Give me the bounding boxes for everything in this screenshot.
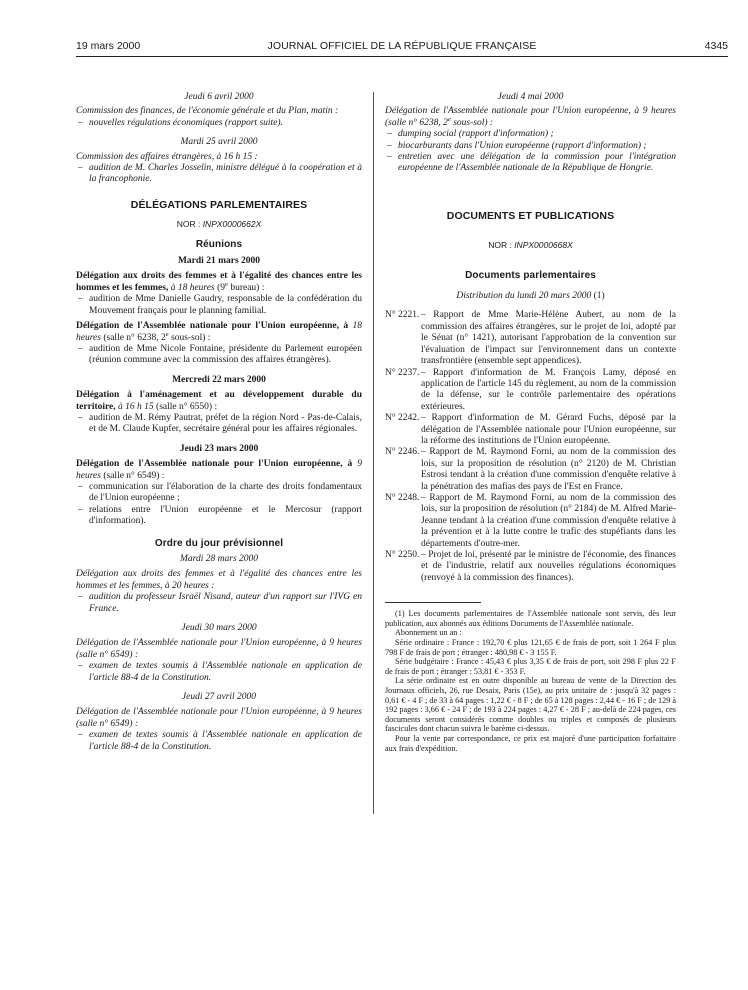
meeting-room: (salle n° 6550) :: [156, 401, 218, 412]
meeting-items: [76, 344, 362, 367]
document-number: N° 2250.: [385, 550, 420, 560]
meeting-items: [76, 482, 362, 528]
agenda-title: [385, 106, 676, 129]
document-list: [385, 310, 676, 584]
meeting-time: 18 heures: [76, 321, 362, 343]
agenda-items: [76, 730, 362, 753]
document-number: N° 2221.: [385, 310, 420, 321]
agenda-item: – dumping social (rapport d'information) ;: [385, 129, 676, 140]
document-item: [385, 368, 676, 414]
meeting-room: (salle n° 6549) :: [103, 470, 165, 481]
document-number: N° 2242.: [385, 413, 420, 424]
superscript: e: [165, 330, 169, 338]
header-date: 19 mars 2000: [76, 40, 141, 52]
meeting-time: à 16 h 15: [118, 401, 154, 412]
agenda-item: – biocarburants dans l'Union européenne (rapport d'information) ;: [385, 141, 676, 152]
document-item: [385, 493, 676, 550]
meeting-item: – communication sur l'élaboration de la charte des droits fondamentaux de l'Union européenne ;: [76, 482, 362, 505]
agenda-items: [76, 592, 362, 615]
subheading-ordre-du-jour: Ordre du jour prévisionnel: [154, 537, 284, 549]
agenda-title: Délégation de l'Assemblée nationale pour l'Union européenne, à 9 heures (salle n° 6549) :: [76, 707, 362, 729]
delegation-name: Délégation aux droits des femmes et à l'égalité des chances entre les hommes et les femmes,: [76, 271, 362, 293]
agenda-block: [76, 554, 362, 615]
nor-reference: [385, 240, 676, 251]
agenda-block: [385, 92, 676, 175]
section-heading-delegations: DÉLÉGATIONS PARLEMENTAIRES: [130, 198, 308, 211]
agenda-title: Délégation de l'Assemblée nationale pour l'Union européenne, à 9 heures (salle n° 6549) :: [76, 638, 362, 660]
agenda-items: [76, 661, 362, 684]
agenda-item: – entretien avec une délégation de la commission pour l'intégration européenne de l'Assemblée nationale de la République de Hongrie.: [385, 152, 676, 175]
meeting-items: [76, 413, 362, 436]
header-rule: [76, 56, 728, 57]
agenda-date: Mardi 28 mars 2000: [179, 554, 259, 564]
meeting-room: (9: [217, 282, 225, 293]
document-text: – Rapport de M. Raymond Forni, au nom de la commission des lois, sur la proposition de résolution (n° 2184) de M. Alfred Marie-Jeanne tendant à la création d'une commission d'enquête relative à la prévention et à la lutte contre le trafic des stupéfiants dans les départements d'outre-mer.: [421, 492, 676, 549]
document-text: – Rapport d'information de M. François Lamy, déposé en application de l'article 145 du règlement, au nom de la commission de la défense, sur le contrôle parlementaire des opérations extérieures.: [421, 367, 676, 412]
document-number: N° 2237.: [385, 367, 420, 378]
page-number: 4345: [704, 40, 728, 52]
agenda-date: Jeudi 6 avril 2000: [184, 92, 254, 102]
document-item: [385, 413, 676, 447]
meeting-entry: [76, 390, 362, 413]
meeting-room: bureau) :: [230, 282, 265, 293]
footnote: [385, 609, 676, 753]
delegation-name: Délégation de l'Assemblée nationale pour l'Union européenne, à: [76, 321, 349, 332]
nor-code: INPX0000668X: [514, 240, 573, 251]
agenda-title-text: sous-sol) :: [453, 117, 494, 128]
nor-code: INPX0000662X: [202, 219, 262, 230]
footnote-paragraph: (1) Les documents parlementaires de l'Assemblée nationale sont servis, dès leur publication, aux abonnés aux éditions Documents de l'Assemblée nationale.: [385, 609, 676, 628]
agenda-block: [76, 137, 362, 186]
page-header: [76, 40, 728, 56]
document-item: [385, 550, 676, 584]
document-item: [385, 310, 676, 367]
agenda-title: Commission des affaires étrangères, à 16 h 15 :: [76, 151, 258, 162]
meeting-item: – audition de M. Rémy Pautrat, préfet de la région Nord - Pas-de-Calais, et de M. Claude Kupfer, secrétaire général pour les affaires régionales.: [76, 413, 362, 436]
agenda-item: – nouvelles régulations économiques (rapport suite).: [76, 118, 362, 129]
document-text: – Rapport de M. Raymond Forni, au nom de la commission des lois, sur la proposition de résolution (n° 2120) de M. Christian Estrosi tendant à la création d'une commission d'enquête relative à la pénétration des mafias des pays de l'Est en France.: [421, 447, 676, 492]
nor-reference: [76, 219, 362, 230]
nor-label: NOR :: [488, 240, 512, 251]
meeting-room: (salle n° 6238, 2: [103, 332, 166, 343]
document-text: – Rapport d'information de M. Gérard Fuchs, déposé par la délégation de l'Assemblée nationale pour l'Union européenne, sur la réforme des institutions de l'Union européenne.: [421, 413, 676, 446]
subheading-documents-parlementaires: Documents parlementaires: [465, 269, 596, 281]
agenda-date: Jeudi 27 avril 2000: [181, 692, 257, 703]
agenda-items: [76, 118, 362, 129]
superscript: e: [224, 280, 228, 288]
agenda-items: [385, 129, 676, 175]
meeting-item: – audition de Mme Nicole Fontaine, présidente du Parlement européen (réunion commune avec la commission des affaires étrangères).: [76, 344, 362, 367]
meeting-entry: [76, 271, 362, 294]
meeting-time: à 18 heures: [170, 282, 215, 293]
column-divider: [373, 92, 374, 814]
journal-title: JOURNAL OFFICIEL DE LA RÉPUBLIQUE FRANÇAISE: [267, 40, 537, 52]
agenda-title: Délégation aux droits des femmes et à l'égalité des chances entre les hommes et les femmes, à 20 heures :: [76, 569, 362, 591]
document-text: – Projet de loi, présenté par le ministre de l'économie, des finances et de l'industrie, relatif aux nouvelles régulations économiques (renvoyé à la commission des finances).: [421, 550, 676, 583]
agenda-items: [76, 163, 362, 186]
distribution-date: Distribution du lundi 20 mars 2000: [456, 291, 592, 302]
agenda-date: Mardi 25 avril 2000: [180, 137, 258, 148]
footnote-paragraph: Abonnement un an :: [395, 628, 462, 638]
agenda-title-text: Délégation de l'Assemblée nationale pour l'Union européenne, à 9 heures (salle n° 6238, 2: [385, 106, 676, 128]
meeting-date: Mardi 21 mars 2000: [177, 256, 261, 267]
agenda-block: [76, 92, 362, 129]
meeting-room: sous-sol) :: [171, 332, 211, 343]
meeting-entry: [76, 321, 362, 344]
document-item: [385, 447, 676, 493]
right-column: [385, 92, 676, 753]
delegation-name: Délégation à l'aménagement et au développement durable du territoire,: [76, 390, 362, 412]
left-column: [76, 92, 362, 753]
agenda-title: Commission des finances, de l'économie générale et du Plan, matin :: [76, 106, 339, 117]
footnote-paragraph: Série ordinaire : France : 192,70 € plus 121,65 € de frais de port, soit 1 264 F plus 798 F de frais de port ; étranger : 480,98 € - 3 155 F.: [385, 638, 676, 657]
section-heading-documents: DOCUMENTS ET PUBLICATIONS: [446, 209, 615, 222]
footnote-ref: (1): [593, 291, 605, 302]
document-number: N° 2246.: [385, 447, 420, 458]
agenda-item: – audition du professeur Israël Nisand, auteur d'un rapport sur l'IVG en France.: [76, 592, 362, 615]
meeting-item: – audition de Mme Danielle Gaudry, responsable de la confédération du Mouvement français pour le planning familial.: [76, 294, 362, 317]
footnote-paragraph: Série budgétaire : France : 45,43 € plus 3,35 € de frais de port, soit 298 F plus 22 F de frais de port ; étranger : 53,81 € - 353 F.: [385, 657, 676, 676]
meeting-entry: [76, 459, 362, 482]
meeting-time: 9 heures: [76, 459, 362, 481]
distribution-line: [385, 291, 676, 302]
footnote-rule: [385, 602, 481, 603]
subheading-reunions: Réunions: [195, 238, 243, 250]
agenda-item: – audition de M. Charles Josselin, ministre délégué à la coopération et à la francophonie.: [76, 163, 362, 186]
document-number: N° 2248.: [385, 492, 420, 503]
meeting-date: Jeudi 23 mars 2000: [179, 443, 259, 454]
footnote-paragraph: Pour la vente par correspondance, ce prix est majoré d'une participation forfaitaire aux frais d'expédition.: [385, 733, 676, 753]
agenda-date: Jeudi 30 mars 2000: [181, 623, 257, 634]
agenda-block: [76, 692, 362, 753]
superscript: e: [447, 115, 451, 123]
agenda-item: – examen de textes soumis à l'Assemblée nationale en application de l'article 88-4 de la Constitution.: [76, 661, 362, 684]
agenda-block: [76, 623, 362, 684]
delegation-name: Délégation de l'Assemblée nationale pour l'Union européenne, à: [76, 459, 353, 470]
meeting-items: [76, 294, 362, 317]
meeting-date: Mercredi 22 mars 2000: [172, 374, 266, 385]
nor-label: NOR :: [176, 219, 201, 230]
footnote-paragraph: La série ordinaire est en outre disponible au bureau de vente de la Direction des Journaux officiels, 26, rue Desaix, Paris (15e), au prix unitaire de : jusqu'à 32 pages : 0,61 € - 4 F ; de 33 à 64 pages : 1,22 € - 8 F ; de 65 à 128 pages : 2,44 € - 16 F ; de 129 à 192 pages : 3,66 € - 24 F ; de 193 à 224 pages : 4,27 € - 28 F ; au-delà de 224 pages, ces documents seront considérés comme doubles ou triples et composés de plusieurs fascicules dont chacun suivra le barème ci-dessus.: [385, 676, 676, 734]
document-text: – Rapport de Mme Marie-Hélène Aubert, au nom de la commission des affaires étrangères, sur le projet de loi, adopté par le Sénat (n° 1421), autorisant l'approbation de la convention sur l'évaluation de l'impact sur l'environnement dans un contexte transfrontière (ensemble sept appendices).: [421, 310, 676, 367]
meeting-item: – relations entre l'Union européenne et le Mercosur (rapport d'information).: [76, 505, 362, 528]
agenda-item: – examen de textes soumis à l'Assemblée nationale en application de l'article 88-4 de la Constitution.: [76, 730, 362, 753]
agenda-date: Jeudi 4 mai 2000: [497, 92, 564, 102]
